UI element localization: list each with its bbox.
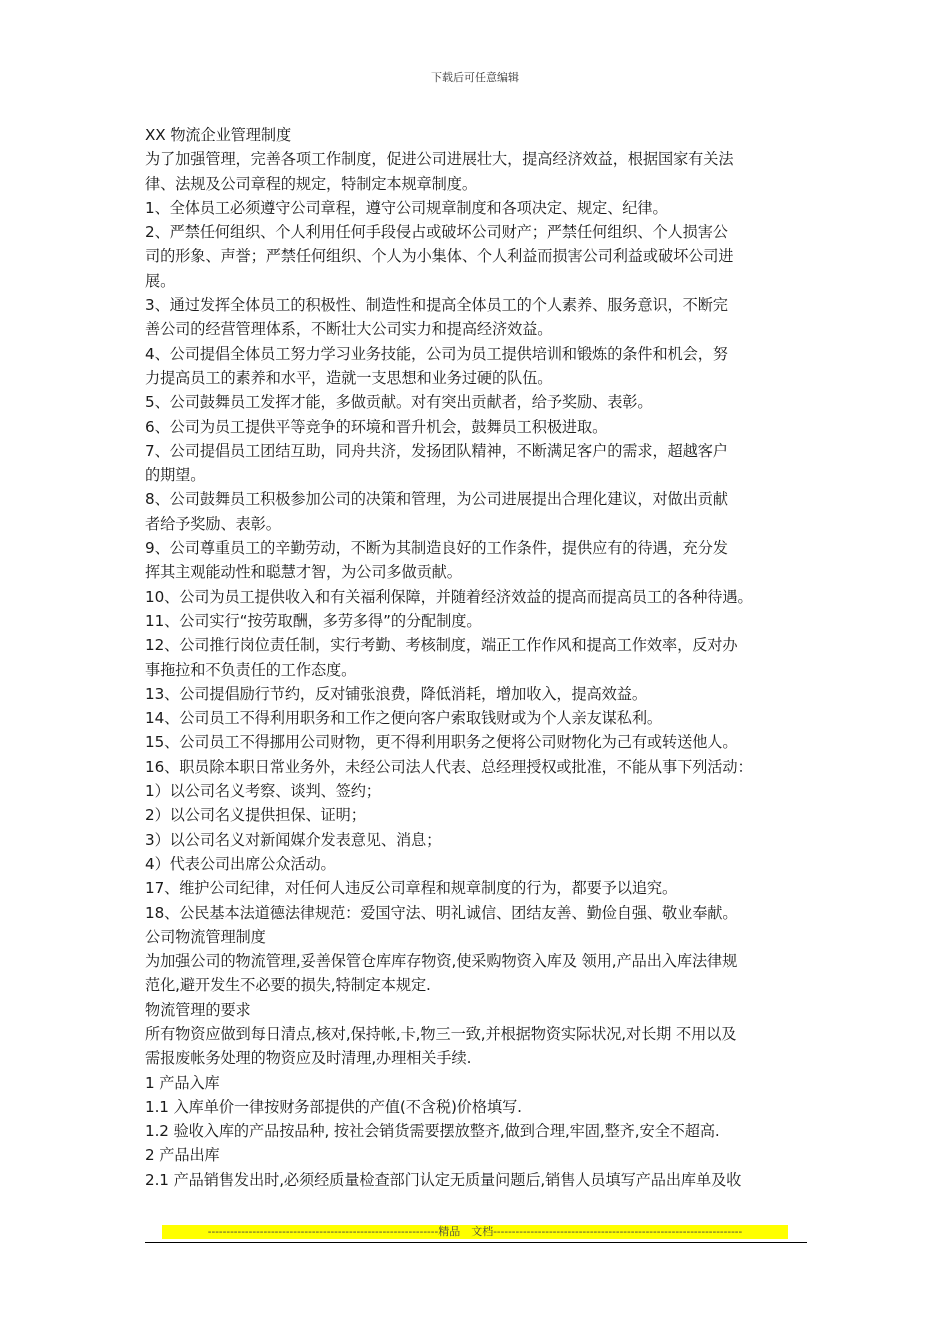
text-line: 6、公司为员工提供平等竞争的环境和晋升机会，鼓舞员工积极进取。 (145, 417, 608, 436)
text-line: 公司物流管理制度 (145, 927, 266, 946)
text-line: 所有物资应做到每日清点,核对,保持帐,卡,物三一致,并根据物资实际状况,对长期 不用以及 (145, 1024, 737, 1043)
text-line: 需报废帐务处理的物资应及时清理,办理相关手续. (145, 1049, 472, 1068)
text-line: 3）以公司名义对新闻媒介发表意见、消息； (145, 830, 442, 849)
text-line: 1、全体员工必须遵守公司章程，遵守公司规章制度和各项决定、规定、纪律。 (145, 198, 668, 217)
text-line: 者给予奖励、表彰。 (145, 514, 281, 533)
text-line: 1.2 验收入库的产品按品种, 按社会销货需要摆放整齐,做到合理,牢固,整齐,安全不超高. (145, 1122, 720, 1141)
text-line: 2、严禁任何组织、个人利用任何手段侵占或破坏公司财产；严禁任何组织、个人损害公 (145, 223, 728, 242)
footer-divider (145, 1242, 807, 1243)
text-line: 1）以公司名义考察、谈判、签约； (145, 782, 381, 801)
text-line: 3、通过发挥全体员工的积极性、制造性和提高全体员工的个人素养、服务意识，不断完 (145, 296, 728, 315)
text-line: 为了加强管理，完善各项工作制度，促进公司进展壮大，提高经济效益，根据国家有关法 (145, 150, 734, 169)
text-line: 9、公司尊重员工的辛勤劳动，不断为其制造良好的工作条件，提供应有的待遇，充分发 (145, 539, 728, 558)
text-line: 4）代表公司出席公众活动。 (145, 854, 336, 873)
text-line: 18、公民基本法道德法律规范：爱国守法、明礼诚信、团结友善、勤俭自强、敬业奉献。 (145, 903, 738, 922)
text-line: 17、维护公司纪律，对任何人违反公司章程和规章制度的行为，都要予以追究。 (145, 879, 678, 898)
text-line: 事拖拉和不负责任的工作态度。 (145, 660, 357, 679)
text-line: 的期望。 (145, 466, 206, 485)
text-line: 力提高员工的素养和水平，造就一支思想和业务过硬的队伍。 (145, 368, 553, 387)
text-line: 15、公司员工不得挪用公司财物，更不得利用职务之便将公司财物化为己有或转送他人。 (145, 733, 738, 752)
text-line: 10、公司为员工提供收入和有关福利保障，并随着经济效益的提高而提高员工的各种待遇。 (145, 587, 753, 606)
text-line: 为加强公司的物流管理,妥善保管仓库库存物资,使采购物资入库及 领用,产品出入库法律规 (145, 952, 738, 971)
text-line: 律、法规及公司章程的规定，特制定本规章制度。 (145, 174, 477, 193)
text-line: 2）以公司名义提供担保、证明； (145, 806, 366, 825)
text-line: 善公司的经营管理体系，不断壮大公司实力和提高经济效益。 (145, 320, 553, 339)
text-line: 8、公司鼓舞员工积极参加公司的决策和管理，为公司进展提出合理化建议，对做出贡献 (145, 490, 728, 509)
text-line: 12、公司推行岗位责任制，实行考勤、考核制度，端正工作作风和提高工作效率，反对办 (145, 636, 738, 655)
text-line: 2.1 产品销售发出时,必须经质量检查部门认定无质量问题后,销售人员填写产品出库单及收 (145, 1170, 742, 1189)
text-line: 14、公司员工不得利用职务和工作之便向客户索取钱财或为个人亲友谋私利。 (145, 709, 663, 728)
text-line: 范化,避开发生不必要的损失,特制定本规定. (145, 976, 431, 995)
text-line: 2 产品出库 (145, 1146, 220, 1165)
text-line: 展。 (145, 271, 176, 290)
text-line: 5、公司鼓舞员工发挥才能，多做贡献。对有突出贡献者，给予奖励、表彰。 (145, 393, 653, 412)
text-line: 物流管理的要求 (145, 1000, 251, 1019)
text-line: 1 产品入库 (145, 1073, 220, 1092)
footer-banner: --------------------------------------------------------------精品 文档------------------------------------------------------------------- (162, 1225, 788, 1239)
text-line: 7、公司提倡员工团结互助，同舟共济，发扬团队精神，不断满足客户的需求，超越客户 (145, 441, 728, 460)
text-line: 13、公司提倡励行节约，反对铺张浪费，降低消耗，增加收入，提高效益。 (145, 684, 647, 703)
text-line: 1.1 入库单价一律按财务部提供的产值(不含税)价格填写. (145, 1097, 522, 1116)
text-line: 司的形象、声誉；严禁任何组织、个人为小集体、个人利益而损害公司利益或破坏公司进 (145, 247, 734, 266)
text-line: XX 物流企业管理制度 (145, 126, 292, 144)
text-line: 挥其主观能动性和聪慧才智，为公司多做贡献。 (145, 563, 462, 582)
text-line: 4、公司提倡全体员工努力学习业务技能，公司为员工提供培训和锻炼的条件和机会，努 (145, 344, 728, 363)
page-header: 下载后可任意编辑 (431, 71, 519, 84)
document-body (145, 123, 817, 1192)
text-line: 16、职员除本职日常业务外，未经公司法人代表、总经理授权或批准，不能从事下列活动： (145, 757, 753, 776)
text-line: 11、公司实行“按劳取酬，多劳多得”的分配制度。 (145, 611, 482, 630)
